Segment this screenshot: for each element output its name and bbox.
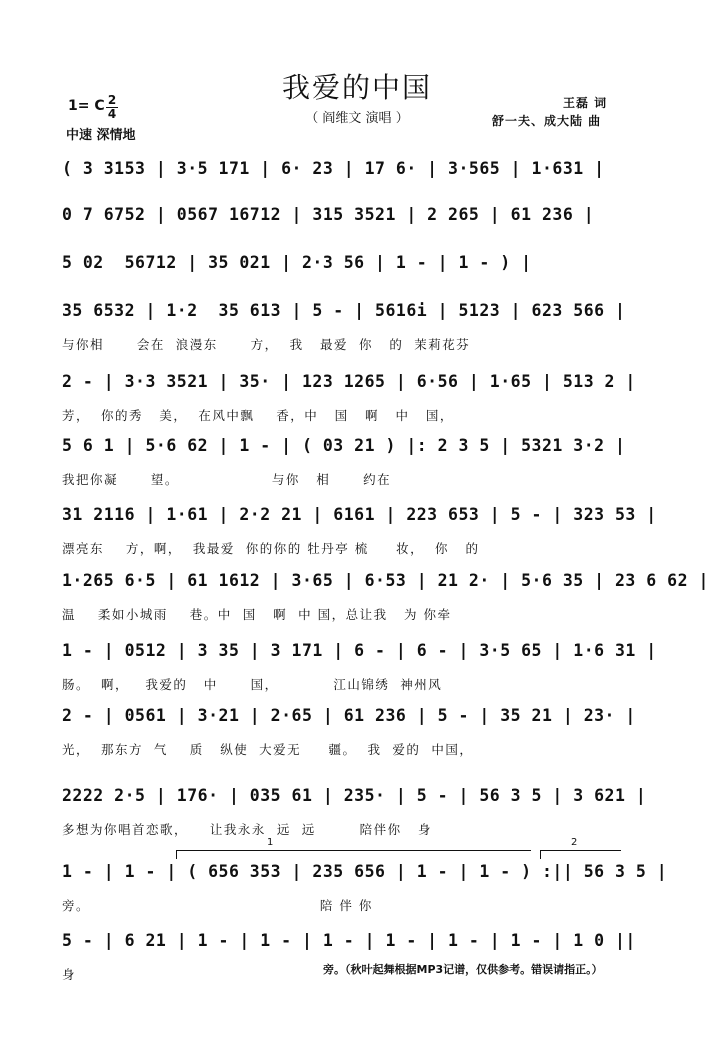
notation-row: 1 - | 0512 | 3 35 | 3 171 | 6 - | 6 - | 3·5 65 | 1·6 31 | (62, 641, 657, 660)
tempo-marking: 中速 深情地 (66, 128, 136, 143)
score-line (62, 862, 668, 918)
score-line (62, 301, 632, 357)
notation-row: 5 - | 6 21 | 1 - | 1 - | 1 - | 1 - | 1 - | 1 - | 1 0 || (62, 931, 636, 950)
lyrics-row: 多想为你唱首恋歌， 让我永永 远 远 陪伴你 身 (62, 822, 432, 837)
lyrics-row: 光， 那东方 气 质 纵使 大爱无 疆。 我 爱的 中国， (62, 742, 474, 757)
lyrics-row: 温 柔如小城雨 巷。中 国 啊 中 国，总让我 为 你牵 (62, 607, 452, 622)
song-title: 我爱的中国 (281, 71, 432, 104)
lyrics-row: 肠。 啊， 我爱的 中 国， 江山锦绣 神州风 (62, 677, 443, 692)
score-line (62, 436, 632, 492)
score-line (62, 505, 657, 561)
notation-row: 2222 2·5 | 176· | 035 61 | 235· | 5 - | 56 3 5 | 3 621 | (62, 786, 647, 805)
first-ending-number: 1 (267, 837, 274, 848)
second-ending-number: 2 (571, 837, 578, 848)
score-line (62, 372, 636, 428)
notation-row: 31 2116 | 1·61 | 2·2 21 | 6161 | 223 653 | 5 - | 323 53 | (62, 505, 657, 524)
notation-row: 1·265 6·5 | 61 1612 | 3·65 | 6·53 | 21 2· | 5·6 35 | 23 6 62 | (62, 571, 709, 590)
lyrics-row: 芳， 你的秀 美， 在风中飘 香，中 国 啊 中 国， (62, 408, 454, 423)
score-line (62, 706, 636, 762)
first-ending-bracket (176, 837, 531, 859)
key-signature: 1= C (68, 98, 105, 114)
time-signature-upper: 2 (107, 93, 117, 107)
score-line (62, 931, 636, 987)
singer-credit: （ 阎维文 演唱 ） (305, 111, 409, 126)
time-signature (106, 95, 118, 120)
notation-row: 2 - | 3·3 3521 | 35· | 123 1265 | 6·56 | 1·65 | 513 2 | (62, 372, 636, 391)
lyrics-row: 与你相 会在 浪漫东 方， 我 最爱 你 的 茉莉花芬 (62, 337, 471, 352)
notation-row: 1 - | 1 - | ( 656 353 | 235 656 | 1 - | 1 - ) :|| 56 3 5 | (62, 862, 668, 881)
lyricist-credit: 王磊 词 (563, 96, 608, 110)
lyrics-row: 我把你凝 望。 与你 相 约在 (62, 472, 392, 487)
lyrics-row: 身 (62, 967, 77, 982)
score-line (62, 786, 647, 842)
notation-row: ( 3 3153 | 3·5 171 | 6· 23 | 17 6· | 3·565 | 1·631 | (62, 159, 605, 178)
notation-row: 5 6 1 | 5·6 62 | 1 - | ( 03 21 ) |: 2 3 5 | 5321 3·2 | (62, 436, 626, 455)
composer-credit: 舒一夫、成大陆 曲 (492, 114, 602, 128)
score-line (62, 571, 709, 627)
transcription-note: 旁。（秋叶起舞根据MP3记谱，仅供参考。错误请指正。） (323, 963, 603, 976)
lyrics-row: 旁。 陪 伴 你 (62, 898, 373, 913)
second-ending-bracket (540, 837, 621, 859)
time-signature-lower: 4 (107, 107, 117, 121)
score-line (62, 641, 657, 697)
notation-row: 2 - | 0561 | 3·21 | 2·65 | 61 236 | 5 - | 35 21 | 23· | (62, 706, 636, 725)
notation-row: 0 7 6752 | 0567 16712 | 315 3521 | 2 265 | 61 236 | (62, 205, 595, 224)
lyrics-row: 漂亮东 方，啊， 我最爱 你的你的 牡丹亭 梳 妆， 你 的 (62, 541, 480, 556)
notation-row: 5 02 56712 | 35 021 | 2·3 56 | 1 - | 1 - ) | (62, 253, 532, 272)
notation-row: 35 6532 | 1·2 35 613 | 5 - | 5616i | 5123 | 623 566 | (62, 301, 626, 320)
